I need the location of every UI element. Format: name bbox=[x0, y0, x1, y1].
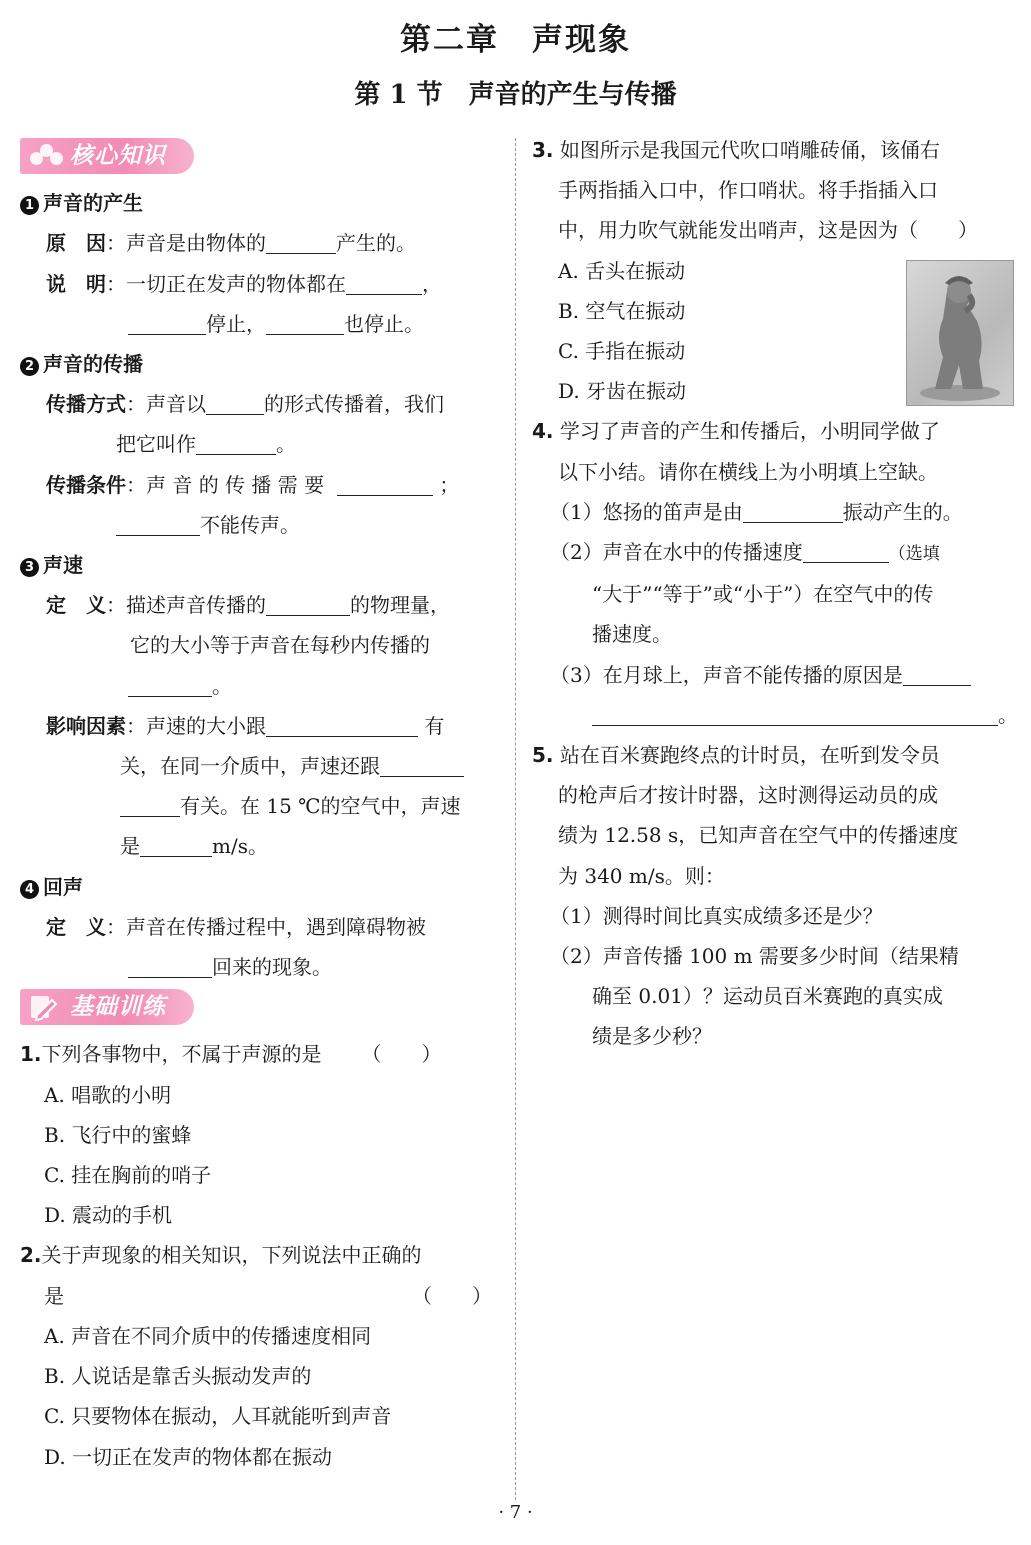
q5-part-2: （2）声音传播 100 m 需要多少时间（结果精 bbox=[550, 944, 959, 969]
question-stem: 中，用力吹气就能发出哨声，这是因为（ ） bbox=[558, 218, 978, 243]
question-stem: 以下小结。请你在横线上为小明填上空缺。 bbox=[558, 459, 938, 484]
banner-label: 核心知识 bbox=[70, 142, 166, 169]
question-number: 5. bbox=[532, 743, 554, 768]
fill-blank[interactable] bbox=[128, 312, 206, 335]
cause-line bbox=[20, 223, 498, 263]
knowledge-heading-1 bbox=[20, 183, 498, 223]
text: ：声 音 的 传 播 需 要 bbox=[126, 472, 325, 497]
section-title: 第 1 节 声音的产生与传播 bbox=[354, 80, 677, 110]
q5-part-2-line-2: 确至 0.01）？运动员百米赛跑的真实成 bbox=[592, 984, 943, 1009]
basic-training-banner bbox=[20, 989, 194, 1025]
question-2-line-2 bbox=[20, 1276, 498, 1316]
q5-part-1: （1）测得时间比真实成绩多还是少？ bbox=[550, 903, 883, 928]
text: 它的大小等于声音在每秒内传播的 bbox=[130, 633, 430, 658]
number-badge: 4 bbox=[20, 880, 39, 899]
q4-part-3-line-2 bbox=[532, 695, 1018, 735]
text: ：一切正在发声的物体都在 bbox=[106, 271, 346, 296]
question-stem: 手两指插入口中，作口哨状。将手指插入口 bbox=[558, 178, 938, 203]
question-number: 1. bbox=[20, 1042, 42, 1067]
q5-part-2-line-3: 绩是多少秒？ bbox=[592, 1024, 712, 1049]
text: 把它叫作 bbox=[116, 432, 196, 457]
core-knowledge-banner bbox=[20, 138, 194, 174]
option[interactable]: D. 牙齿在振动 bbox=[558, 379, 687, 404]
fill-blank[interactable] bbox=[128, 674, 212, 697]
fill-blank[interactable] bbox=[120, 794, 180, 817]
speed-def-line-2 bbox=[20, 625, 498, 665]
factor-line-4 bbox=[20, 826, 498, 866]
heading-text: 声速 bbox=[43, 553, 83, 578]
question-3 bbox=[532, 130, 1012, 170]
text: 有 bbox=[424, 713, 445, 738]
term-label: 传播方式 bbox=[46, 392, 126, 417]
option[interactable]: B. 人说话是靠舌头振动发声的 bbox=[44, 1364, 312, 1389]
text: 关，在同一介质中，声速还跟 bbox=[120, 754, 380, 779]
q4-part-3 bbox=[532, 655, 1012, 695]
fill-blank[interactable] bbox=[346, 272, 422, 295]
fill-blank[interactable] bbox=[903, 663, 971, 686]
term-label: 定 义 bbox=[46, 914, 106, 939]
text: 不能传声。 bbox=[200, 512, 300, 537]
answer-paren[interactable]: （ ） bbox=[412, 1283, 492, 1308]
question-stem: 绩为 12.58 s，已知声音在空气中的传播速度 bbox=[558, 823, 959, 848]
question-stem: 下列各事物中，不属于声源的是 bbox=[41, 1042, 322, 1067]
knowledge-heading-2 bbox=[20, 344, 498, 384]
option[interactable]: C. 只要物体在振动，人耳就能听到声音 bbox=[44, 1404, 392, 1429]
chapter-title: 第二章 声现象 bbox=[400, 22, 631, 58]
left-column bbox=[20, 136, 498, 1477]
fill-blank[interactable] bbox=[380, 754, 464, 777]
fill-blank[interactable] bbox=[743, 500, 843, 523]
question-stem: 学习了声音的产生和传播后，小明同学做了 bbox=[559, 419, 940, 444]
text: （1）悠扬的笛声是由 bbox=[550, 499, 743, 524]
text: ：声音以 bbox=[126, 392, 206, 417]
page-number: · 7 · bbox=[498, 1502, 533, 1523]
term-label: 影响因素 bbox=[46, 713, 126, 738]
question-1 bbox=[20, 1034, 498, 1074]
fill-blank[interactable] bbox=[128, 955, 212, 978]
mode-line-2 bbox=[20, 424, 498, 464]
people-icon bbox=[28, 142, 64, 170]
heading-text: 声音的产生 bbox=[43, 191, 143, 216]
q4-part-2 bbox=[532, 532, 1012, 574]
text: 有关。在 15 ℃的空气中，声速 bbox=[180, 794, 461, 819]
question-stem: 的枪声后才按计时器，这时测得运动员的成 bbox=[558, 783, 938, 808]
whistling-figurine-photo bbox=[906, 260, 1014, 406]
fill-blank[interactable] bbox=[592, 703, 998, 726]
option[interactable]: A. 唱歌的小明 bbox=[44, 1082, 172, 1107]
note-line bbox=[20, 264, 498, 304]
text: （2）声音在水中的传播速度 bbox=[550, 540, 803, 565]
mode-line bbox=[20, 384, 498, 424]
speed-def-line-3 bbox=[20, 666, 498, 706]
knowledge-heading-3 bbox=[20, 545, 498, 585]
term-label: 定 义 bbox=[46, 593, 106, 618]
fill-blank[interactable] bbox=[116, 513, 200, 536]
fill-blank[interactable] bbox=[266, 231, 336, 254]
heading-text: 声音的传播 bbox=[43, 352, 143, 377]
question-stem: 如图所示是我国元代吹口哨雕砖俑，该俑右 bbox=[559, 138, 940, 162]
factor-line bbox=[20, 706, 498, 746]
text: ：声音在传播过程中，遇到障碍物被 bbox=[106, 914, 426, 939]
text: 。 bbox=[998, 702, 1018, 727]
text: 振动产生的。 bbox=[842, 499, 963, 524]
text: （选填 bbox=[888, 544, 940, 565]
question-stem: 站在百米赛跑终点的计时员，在听到发令员 bbox=[559, 743, 940, 768]
option[interactable]: A. 舌头在振动 bbox=[558, 258, 686, 283]
text: m/s。 bbox=[212, 834, 268, 859]
q4-part-1 bbox=[532, 492, 1012, 532]
question-stem: 关于声现象的相关知识，下列说法中正确的 bbox=[41, 1243, 422, 1268]
factor-line-3 bbox=[20, 786, 498, 826]
column-divider bbox=[515, 138, 516, 1500]
fill-blank[interactable] bbox=[803, 540, 889, 563]
text: 的形式传播着，我们 bbox=[264, 392, 444, 417]
text: 播速度。 bbox=[592, 622, 672, 647]
text: ； bbox=[439, 472, 460, 497]
text: ：声音是由物体的 bbox=[106, 231, 266, 256]
q4-part-2-line-3 bbox=[532, 614, 1012, 654]
fill-blank[interactable] bbox=[337, 473, 433, 496]
term-label: 原 因 bbox=[46, 231, 106, 256]
term-label: 传播条件 bbox=[46, 472, 126, 497]
heading-text: 回声 bbox=[43, 874, 83, 899]
number-badge: 1 bbox=[20, 196, 39, 215]
text: 是 bbox=[120, 834, 140, 859]
question-number: 4. bbox=[532, 419, 554, 444]
speed-def-line bbox=[20, 585, 498, 625]
text: 也停止。 bbox=[344, 311, 424, 336]
option[interactable]: A. 声音在不同介质中的传播速度相同 bbox=[44, 1323, 372, 1348]
text: ：声速的大小跟 bbox=[126, 713, 266, 738]
text: （3）在月球上，声音不能传播的原因是 bbox=[550, 662, 903, 687]
factor-line-2 bbox=[20, 746, 498, 786]
text: 回来的现象。 bbox=[212, 955, 332, 980]
text: ， bbox=[422, 271, 442, 296]
option[interactable]: B. 飞行中的蜜蜂 bbox=[44, 1122, 192, 1147]
fill-blank[interactable] bbox=[266, 714, 418, 737]
q4-part-2-line-2 bbox=[532, 574, 1012, 614]
question-number: 2. bbox=[20, 1243, 42, 1268]
option[interactable]: B. 空气在振动 bbox=[558, 298, 686, 323]
text: 。 bbox=[212, 673, 232, 698]
question-stem: 为 340 m/s。则： bbox=[558, 863, 725, 888]
option[interactable]: C. 挂在胸前的哨子 bbox=[44, 1163, 212, 1188]
text: ：描述声音传播的 bbox=[106, 593, 266, 618]
knowledge-heading-4 bbox=[20, 867, 498, 907]
condition-line-2 bbox=[20, 505, 498, 545]
question-number: 3. bbox=[532, 138, 554, 162]
question-2 bbox=[20, 1235, 498, 1275]
banner-label: 基础训练 bbox=[70, 994, 166, 1021]
text: 产生的。 bbox=[336, 231, 416, 256]
pencil-icon bbox=[28, 993, 64, 1021]
question-stem: 是 bbox=[44, 1283, 64, 1308]
text: “大于”“等于”或“小于”）在空气中的传 bbox=[592, 582, 934, 607]
text: 的物理量， bbox=[350, 593, 450, 618]
note-line-2 bbox=[20, 304, 498, 344]
text: 。 bbox=[276, 432, 296, 457]
text: 停止， bbox=[206, 311, 266, 336]
number-badge: 3 bbox=[20, 558, 39, 577]
answer-paren[interactable]: （ ） bbox=[361, 1042, 442, 1067]
fill-blank[interactable] bbox=[196, 432, 276, 455]
echo-def-line-2 bbox=[20, 947, 498, 987]
option[interactable]: D. 震动的手机 bbox=[44, 1203, 173, 1228]
fill-blank[interactable] bbox=[206, 392, 264, 415]
condition-line bbox=[20, 465, 498, 505]
fill-blank[interactable] bbox=[140, 834, 212, 857]
term-label: 说 明 bbox=[46, 271, 106, 296]
question-4 bbox=[532, 411, 1012, 451]
option[interactable]: D. 一切正在发声的物体都在振动 bbox=[44, 1444, 333, 1469]
question-5 bbox=[532, 735, 1012, 775]
echo-def-line bbox=[20, 907, 498, 947]
number-badge: 2 bbox=[20, 357, 39, 376]
option[interactable]: C. 手指在振动 bbox=[558, 339, 686, 364]
fill-blank[interactable] bbox=[266, 593, 350, 616]
fill-blank[interactable] bbox=[266, 312, 344, 335]
